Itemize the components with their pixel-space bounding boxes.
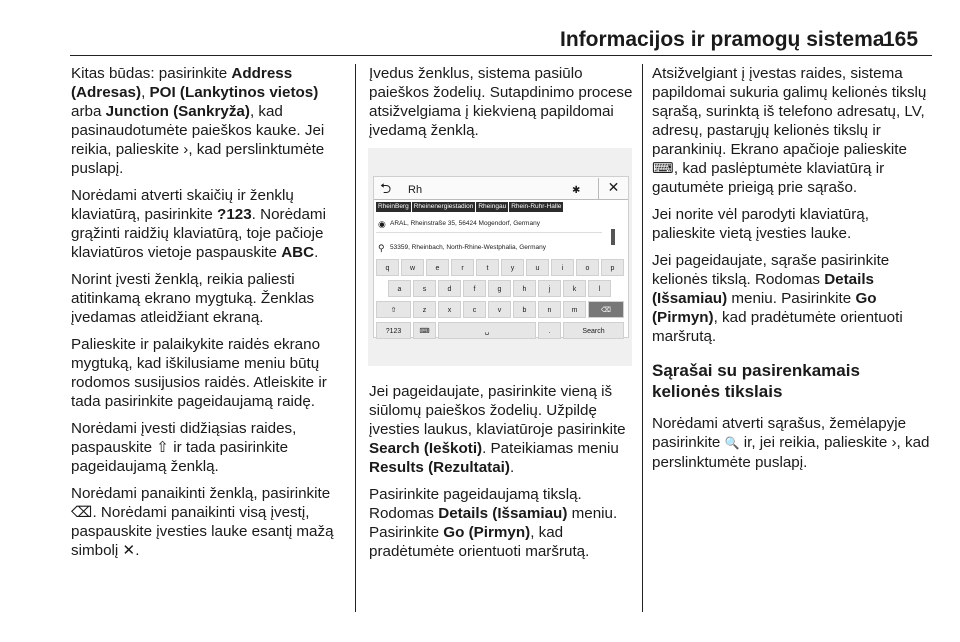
suggestion-chip: Rheingau — [478, 203, 507, 210]
search-key: Search — [563, 322, 624, 339]
key: g — [488, 280, 511, 297]
page-header-title: Informacijos ir pramogų sistema — [560, 28, 885, 51]
key: o — [576, 259, 599, 276]
key: n — [538, 301, 561, 318]
close-icon: ✕ — [122, 542, 136, 559]
key: t — [476, 259, 499, 276]
key: j — [538, 280, 561, 297]
key: z — [413, 301, 436, 318]
column-3 — [652, 64, 932, 480]
paragraph: Jei pageidaujate, pasirinkite vieną iš siūlomų paieškos žodelių. Užpildę įvesties laukus, klaviatūroje pasirinkite Search (Ieškoti). Pateikiamas meniu Results (Rezultatai). — [369, 383, 626, 476]
key: u — [526, 259, 549, 276]
paragraph: Atsižvelgiant į įvestas raides, sistema papildomai sukuria galimų kelionės tikslų sąrašą, surinktą iš telefono adresatų, LV, adresų, pastarųjų kelionės tikslų ir parankinių. Ekrano apačioje palieskite ⌨, kad paslėptumėte klaviatūrą ir gautumėte prieigą prie sąrašo. — [652, 65, 927, 196]
input-bar — [374, 177, 628, 200]
paragraph: Kitas būdas: pasirinkite Address (Adresas), POI (Lankytinos vietos) arba Junction (Sankryža), kad pasinaudotumėte paieškos kauke. Jei reikia, palieskite ›, kad perslinktumėte puslapį. — [71, 65, 325, 177]
backspace-icon: ⌫ — [71, 504, 93, 521]
keyboard-row — [376, 322, 626, 341]
key: q — [376, 259, 399, 276]
key: a — [388, 280, 411, 297]
suggestion-chip: Rhein-Ruhr-Halle — [511, 203, 562, 210]
keyboard-hide-icon: ⌨ — [652, 160, 674, 177]
key: w — [401, 259, 424, 276]
key: e — [426, 259, 449, 276]
column-1 — [71, 64, 347, 568]
paragraph: Jei pageidaujate, sąraše pasirinkite kelionės tikslą. Rodomas Details (Išsamiau) meniu. Pasirinkite Go (Pirmyn), kad pradėtumėte orientuoti maršrutą. — [652, 252, 903, 345]
key: l — [588, 280, 611, 297]
keyboard-row — [376, 280, 626, 299]
keyboard-row — [376, 301, 626, 320]
location-pin-icon: ⚲ — [378, 243, 385, 253]
header-rule — [70, 55, 932, 56]
search-icon: 🔍 — [724, 436, 740, 450]
scrollbar — [610, 215, 616, 255]
paragraph: Norėdami atverti skaičių ir ženklų klaviatūrą, pasirinkite ?123. Norėdami grąžinti raidžių klaviatūrą, toje pačioje klaviatūros vietoje paspauskite ABC. — [71, 187, 326, 261]
space-key: ␣ — [438, 322, 536, 339]
key: s — [413, 280, 436, 297]
key: h — [513, 280, 536, 297]
key: . — [538, 322, 561, 339]
key: r — [451, 259, 474, 276]
key: f — [463, 280, 486, 297]
section-heading: Sąrašai su pasirenkamais kelionės tikslais — [652, 361, 860, 401]
poi-icon: ◉ — [378, 219, 386, 229]
key: v — [488, 301, 511, 318]
close-icon: ✕ — [598, 178, 628, 199]
key: i — [551, 259, 574, 276]
suggestion-chip: RheinBerg — [378, 203, 409, 210]
paragraph: Norėdami atverti sąrašus, žemėlapyje pasirinkite 🔍 ir, jei reikia, palieskite ›, kad perslinktumėte puslapį. — [652, 415, 930, 471]
paragraph: Jei norite vėl parodyti klaviatūrą, palieskite vietą įvesties lauke. — [652, 206, 869, 242]
column-2 — [369, 64, 635, 569]
key: x — [438, 301, 461, 318]
back-icon: ⮌ — [380, 180, 392, 196]
asterisk-icon: ✱ — [572, 185, 581, 196]
key: b — [513, 301, 536, 318]
key: k — [563, 280, 586, 297]
keyboard-screenshot — [368, 148, 632, 366]
suggestion-chip: Rheinenergiestadion — [413, 203, 474, 210]
paragraph: Norėdami panaikinti ženklą, pasirinkite ⌫. Norėdami panaikinti visą įvestį, paspauskite įvesties lauke esantį mažą simbolį ✕. — [71, 485, 334, 559]
column-divider-1 — [355, 64, 356, 612]
key: y — [501, 259, 524, 276]
result-row — [376, 239, 602, 257]
chevron-right-icon: › — [891, 434, 897, 451]
paragraph: Norėdami įvesti didžiąsias raides, paspauskite ⇧ ir tada pasirinkite pageidaujamą ženklą. — [71, 420, 297, 475]
key: m — [563, 301, 586, 318]
result-row — [376, 215, 602, 233]
chevron-right-icon: › — [183, 141, 189, 158]
shift-key: ⇧ — [376, 301, 411, 318]
key: c — [463, 301, 486, 318]
backspace-key: ⌫ — [588, 301, 624, 318]
screen — [373, 176, 629, 338]
paragraph: Įvedus ženklus, sistema pasiūlo paieškos žodelių. Sutapdinimo procese atsižvelgiama į kiekvieną papildomai įvedamą ženklą. — [369, 65, 633, 139]
column-divider-2 — [642, 64, 643, 612]
result-text: ARAL, Rheinstraße 35, 56424 Mogendorf, Germany — [390, 220, 540, 227]
keyboard — [376, 259, 626, 343]
paragraph: Pasirinkite pageidaujamą tikslą. Rodomas Details (Išsamiau) meniu. Pasirinkite Go (Pirmyn), kad pradėtumėte orientuoti maršrutą. — [369, 486, 618, 560]
key: p — [601, 259, 624, 276]
key-123: ?123 — [376, 322, 411, 339]
result-text: 53359, Rheinbach, North-Rhine-Westphalia, Germany — [390, 244, 546, 251]
paragraph: Norint įvesti ženklą, reikia paliesti atitinkamą ekrano mygtuką. Ženklas įvedamas atleidžiant ekraną. — [71, 271, 315, 326]
paragraph: Palieskite ir palaikykite raidės ekrano mygtuką, kad iškilusiame meniu būtų rodomos susijusios raidės. Atleiskite ir tada pasirinkite pageidaujamą raidę. — [71, 336, 327, 410]
page-header — [0, 0, 960, 56]
key: d — [438, 280, 461, 297]
keyboard-row — [376, 259, 626, 278]
keyboard-hide-icon: ⌨ — [413, 322, 436, 339]
page-number: 165 — [883, 28, 919, 51]
shift-icon: ⇧ — [156, 439, 170, 456]
suggestion-chips — [376, 202, 564, 213]
input-text: Rh — [408, 184, 423, 196]
